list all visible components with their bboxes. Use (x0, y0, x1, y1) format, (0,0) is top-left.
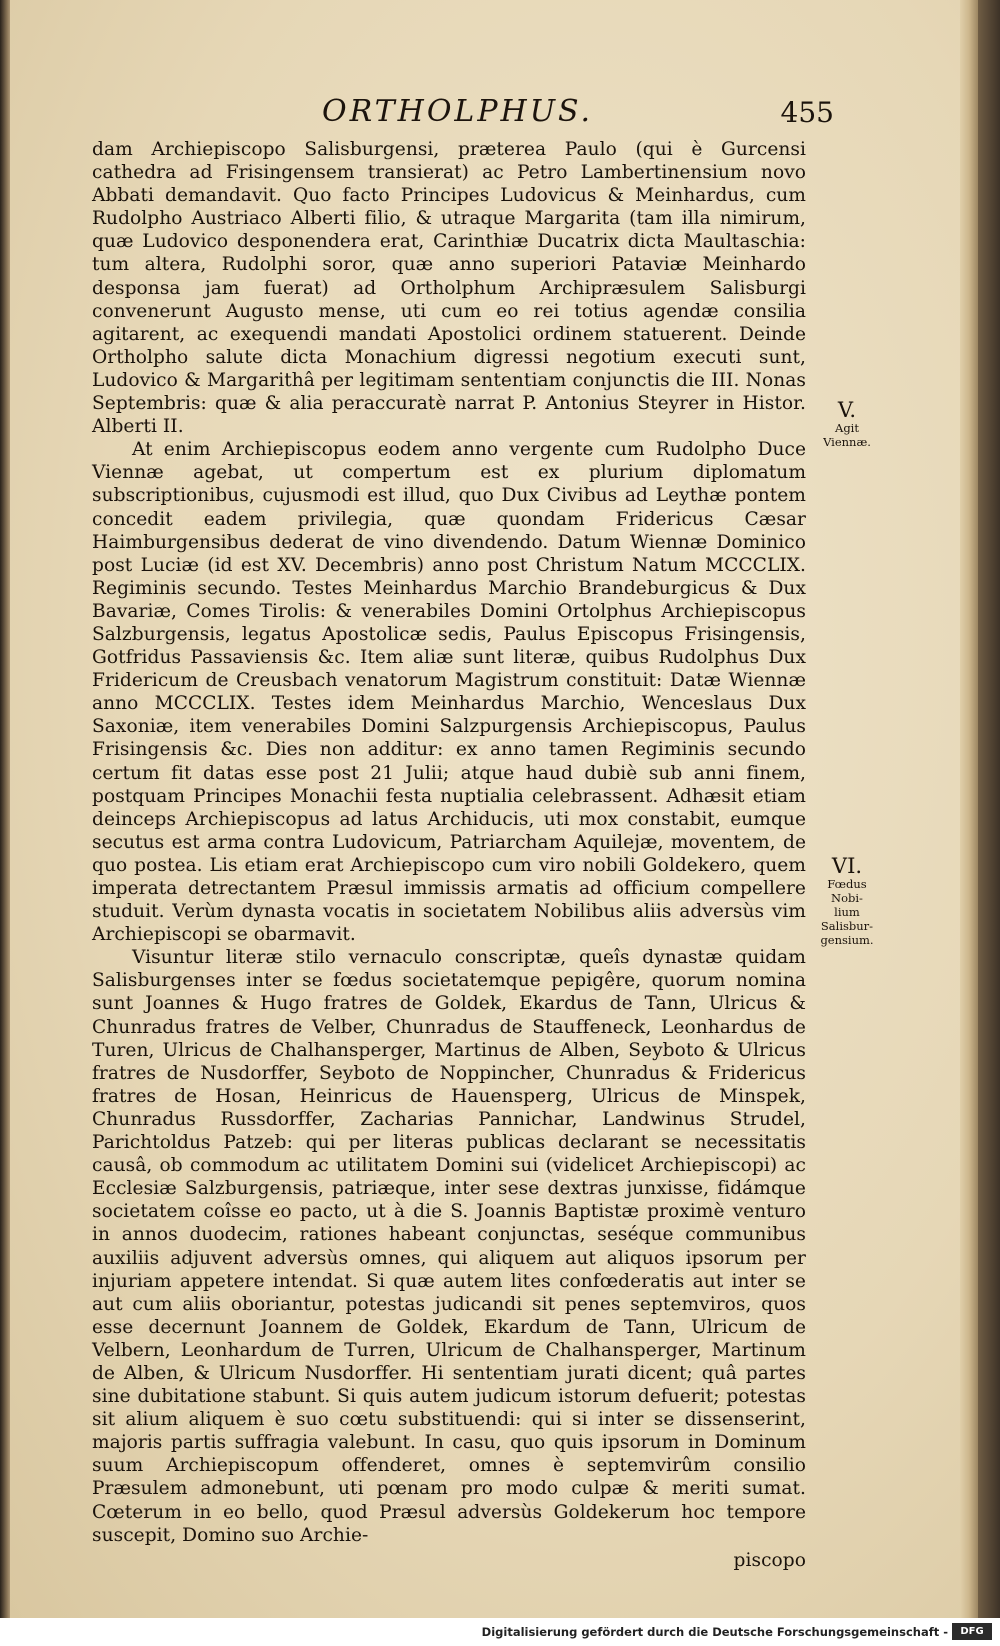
margin-note-line: Agit (835, 421, 859, 435)
paragraph-1: dam Archiepiscopo Salisburgensi, præterea Paulo (qui è Gurcensi cathedra ad Frisingensem transierat) ac Petro Lambertinensium novo Abbati demandavit. Quo facto Principes Ludovicus & Meinhardus, cum Rudolpho Austriaco Alberti filio, & utraque Margarita (tam illa nimirum, quæ Ludovico desponendera erat, Carinthiæ Ducatrix dicta Maultaschia: tum altera, Rudolphi soror, quæ anno superiori Pataviæ Meinhardo desponsa jam fuerat) ad Ortholphum Archipræsulem Salisburgi convenerunt Augusto mense, uti cum eo rei totius agendæ consilia agitarent, ac exequendi mandati Apostolici ordinem statuerent. Deinde Ortholpho salute dicta Monachium digressi negotium executi sunt, Ludovico & Margarithâ per legitimam sententiam conjunctis die III. Nonas Septembris: quæ & alia peraccuratè narrat P. Antonius Steyrer in Histor. Alberti II. (92, 139, 806, 438)
page-number: 455 (780, 96, 834, 129)
margin-note-line: Fœdus Nobi- (827, 877, 867, 905)
margin-note-line: lium Salisbur- (820, 905, 874, 933)
dfg-logo: DFG (952, 1623, 992, 1640)
paragraph-3: Visuntur literæ stilo vernaculo conscriptæ, queîs dynastæ quidam Salisburgenses inter se fœdus societatemque pepigêre, quorum nomina sunt Joannes & Hugo fratres de Goldek, Ekardus de Tann, Ulricus & Chunradus fratres de Velber, Chunradus de Stauffeneck, Leonhardus de Turen, Ulricus de Chalhansperger, Martinus de Alben, Seyboto & Ulricus fratres de Nusdorffer, Seyboto de Noppincher, Chunradus & Fridericus fratres de Hosan, Heinricus de Hauensperg, Ulricus de Minspek, Chunradus Russdorffer, Zacharias Pannichar, Landwinus Strudel, Parichtoldus Patzeb: qui per literas publicas declarant se necessitatis causâ, ob commodum ac utilitatem Domini sui (videlicet Archiepiscopi) ac Ecclesiæ Salzburgensis, patriæque, inter sese dextras junxisse, fidámque societatem coîsse eo pacto, ut à die S. Joannis Baptistæ proximè venturo in annos duodecim, rationes habeant conjunctas, seséque communibus auxiliis adjuvent adversùs omnes, qui aliquem aut aliquos ipsorum per injuriam appetere intendat. Si quæ autem lites confœderatis aut inter se aut cum aliis oboriantur, potestas judicandi sit penes septemviros, quos esse decernunt Joannem de Goldek, Ekardum de Tann, Ulricum de Velbern, Leonhardum de Turren, Ulricum de Chalhansperger, Martinum de Alben, & Ulricum Nusdorffer. Hi sententiam jurati dicent; quâ partes sine dubitatione stabunt. Si quis autem judicum istorum defuerit; potestas sit alium aliquem è suo cœtu substituendi: qui si inter se dissenserint, majoris partis suffragia valebunt. In casu, quo quis ipsorum in Dominum suum Archiepiscopum offenderet, omnes è septemvirûm consilio Præsulem admonebunt, uti pœnam pro modo culpæ & meriti sumat. Cœterum in eo bello, quod Præsul adversùs Goldekerum hoc tempore suscepit, Domino suo Archie- (92, 947, 806, 1546)
page-header (92, 94, 834, 132)
margin-note-vi (812, 854, 882, 947)
footer-bar (0, 1618, 1000, 1646)
page-edge (960, 0, 978, 1618)
margin-note-v (812, 398, 882, 449)
margin-note-line: gensium. (820, 933, 874, 947)
scan-right-edge (978, 0, 1000, 1618)
margin-note-number: V. (837, 398, 857, 422)
catchword: piscopo (733, 1549, 806, 1571)
running-title: ORTHOLPHUS. (322, 94, 593, 129)
paragraph-2: At enim Archiepiscopus eodem anno vergente cum Rudolpho Duce Viennæ agebat, ut compertum est ex plurium diplomatum subscriptionibus, cujusmodi est illud, quo Dux Civibus ad Leythæ pontem concedit eadem privilegia, quæ quondam Fridericus Cæsar Haimburgensibus dederat de vino divendendo. Datum Wiennæ Dominico post Luciæ (id est XV. Decembris) anno post Christum Natum MCCCLIX. Regiminis secundo. Testes Meinhardus Marchio Brandeburgicus & Dux Bavariæ, Comes Tirolis: & venerabiles Domini Ortolphus Archiepiscopus Salzburgensis, legatus Apostolicæ sedis, Paulus Episcopus Frisingensis, Gotfridus Passaviensis &c. Item aliæ sunt literæ, quibus Rudolphus Dux Fridericum de Creusbach venatorum Magistrum constituit: Datæ Wiennæ anno MCCCLIX. Testes idem Meinhardus Marchio, Wenceslaus Dux Saxoniæ, item venerabiles Domini Salzpurgensis Archiepiscopus, Paulus Frisingensis &c. Dies non additur: ex anno tamen Regiminis secundo certum fit datas esse post 21 Julii; atque haud dubiè sub anni finem, postquam Principes Monachii festa nuptialia celebrassent. Adhæsit etiam deinceps Archiepiscopus ad latus Archiducis, uti mox constabit, eumque secutus est arma contra Ludovicum, Patriarcham Aquilejæ, moventem, de quo postea. Lis etiam erat Archiepiscopo cum viro nobili Goldekero, quem imperata detrectantem Præsul immissis armatis ad officium compellere studuit. Verùm dynasta vocatis in societatem Nobilibus aliis adversùs vim Archiepiscopi se obarmavit. (92, 439, 806, 946)
funding-credit: Digitalisierung gefördert durch die Deutsche Forschungsgemeinschaft - (481, 1625, 948, 1639)
margin-note-line: Viennæ. (823, 435, 871, 449)
main-text (92, 138, 806, 1572)
margin-note-number: VI. (831, 854, 863, 878)
